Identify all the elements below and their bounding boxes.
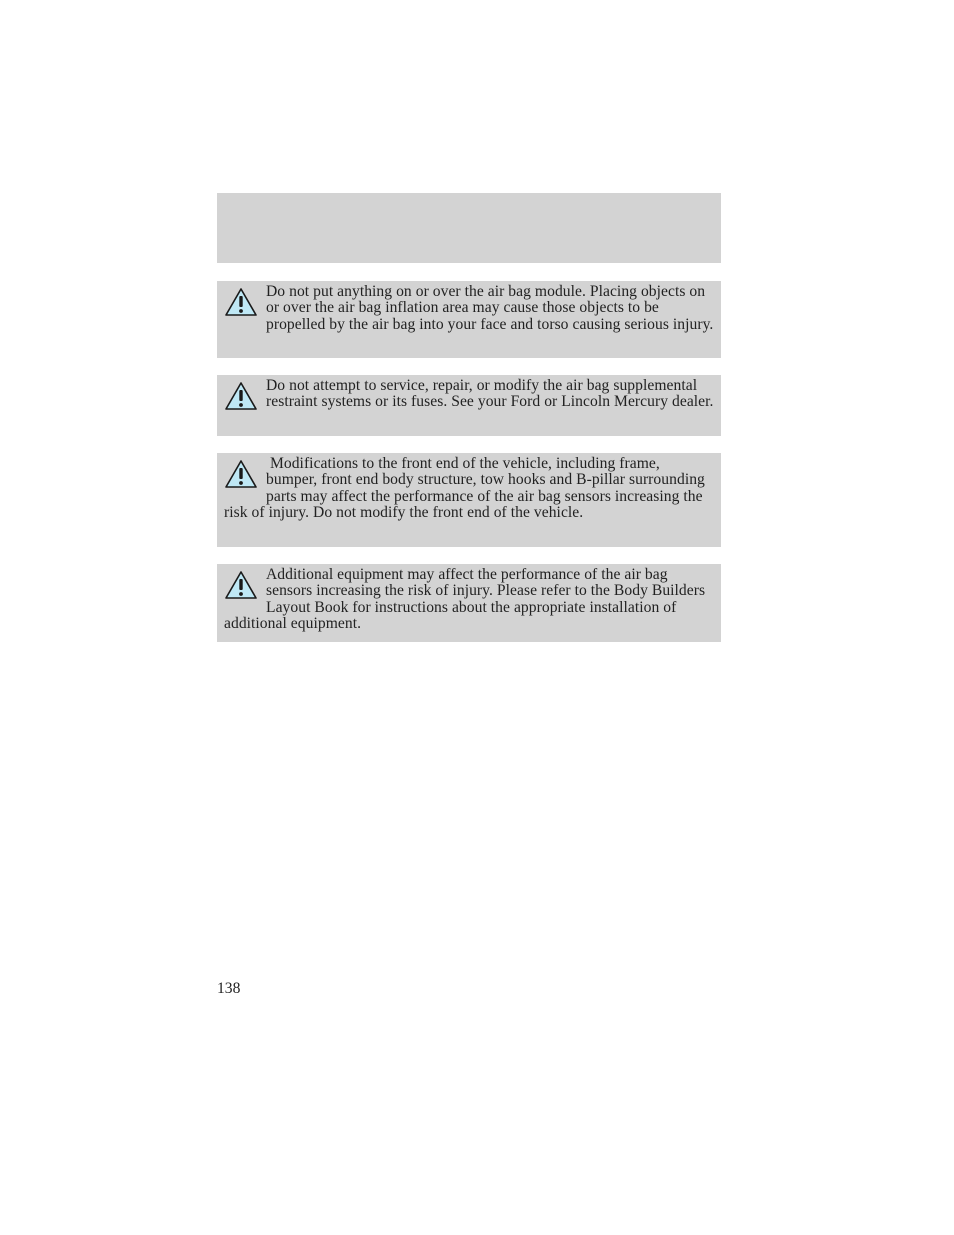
warning-box-front-end [217,453,721,547]
warning-triangle-icon [224,287,258,317]
warning-box-service [217,375,721,436]
page-number: 138 [217,980,241,997]
section-header-band [217,193,721,263]
warning-box-additional-equipment [217,564,721,642]
warning-text: Modifications to the front end of the vehicle, including frame, bumper, front end body structure, tow hooks and B-pillar surrounding parts may affect the performance of the air bag sensors increasing the risk of injury. Do not modify the front end of the vehicle. [224,455,709,522]
warning-triangle-icon [224,381,258,411]
warning-text: Additional equipment may affect the performance of the air bag sensors increasing the risk of injury. Please refer to the Body Builders Layout Book for instructions about the appropriate installation of additional equipment. [224,566,706,633]
warning-triangle-icon [224,459,258,489]
warning-triangle-icon [224,570,258,600]
warning-box-airbag-module [217,281,721,358]
warning-text: Do not attempt to service, repair, or modify the air bag supplemental restraint systems or its fuses. See your Ford or Lincoln Mercury dealer. [266,377,714,411]
warning-text: Do not put anything on or over the air bag module. Placing objects on or over the air bag inflation area may cause those objects to be propelled by the air bag into your face and torso causing serious injury. [266,283,714,333]
